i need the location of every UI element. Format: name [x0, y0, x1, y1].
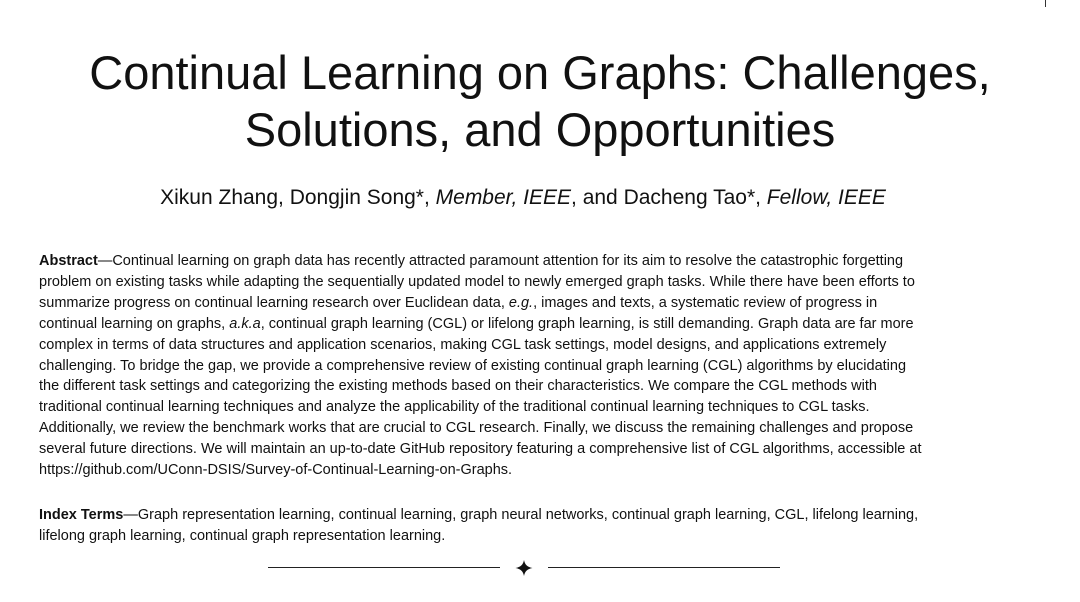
- abstract-line: [39, 251, 1014, 272]
- index-terms-line: [39, 505, 1014, 526]
- abstract-text: summarize progress on continual learning research over Euclidean data,: [39, 294, 509, 311]
- abstract-line: challenging. To bridge the gap, we provide a comprehensive review of existing continual graph learning (CGL) algorithms by elucidating: [39, 357, 907, 374]
- index-terms-line: lifelong graph learning, continual graph representation learning.: [39, 527, 446, 544]
- abstract-text: , continual graph learning (CGL) or lifelong graph learning, is still demanding. Graph data are far more: [260, 315, 914, 332]
- abstract-url-line: https://github.com/UConn-DSIS/Survey-of-Continual-Learning-on-Graphs.: [39, 462, 513, 479]
- section-divider: [268, 559, 780, 577]
- abstract-heading: Abstract: [39, 253, 98, 269]
- index-terms-text: —Graph representation learning, continual learning, graph neural networks, continual graph learning, CGL, lifelong learning,: [123, 507, 919, 523]
- abstract-line: [39, 293, 1014, 314]
- abstract-line: [39, 314, 1014, 335]
- abstract-italic-aka: a.k.a: [229, 315, 261, 332]
- paper-title-line-1: Continual Learning on Graphs: Challenges,: [89, 46, 991, 99]
- paper-title: [0, 44, 1080, 158]
- abstract-text: , images and texts, a systematic review of progress in: [533, 294, 878, 311]
- authors-names-1: Xikun Zhang, Dongjin Song*,: [160, 186, 436, 209]
- author-list: [0, 184, 1046, 212]
- abstract-line: Additionally, we review the benchmark works that are crucial to CGL research. Finally, we discuss the remaining challenges and propose: [39, 420, 914, 437]
- divider-rule-right: [548, 567, 780, 568]
- abstract-line: traditional continual learning techniques and analyze the applicability of the traditional continual learning techniques to CGL tasks.: [39, 399, 870, 416]
- abstract-line: problem on existing tasks while adapting the sequentially updated model to newly emerged graph tasks. While there have been efforts to: [39, 273, 915, 290]
- abstract-line: complex in terms of data structures and application scenarios, making CGL task settings, model designs, and applications extremely: [39, 336, 887, 353]
- abstract-line: the different task settings and categorizing the existing methods based on their characteristics. We compare the CGL methods with: [39, 378, 877, 395]
- page-corner-mark: [1045, 0, 1046, 7]
- authors-names-2: , and Dacheng Tao*,: [571, 186, 767, 209]
- four-point-star-icon: [514, 559, 534, 577]
- abstract-line: several future directions. We will maintain an up-to-date GitHub repository featuring a comprehensive list of CGL algorithms, accessible at: [39, 441, 922, 458]
- abstract-italic-eg: e.g.: [508, 294, 534, 311]
- abstract-text: continual learning on graphs,: [39, 315, 230, 332]
- abstract-text: —Continual learning on graph data has recently attracted paramount attention for its aim to resolve the catastrophic forgetting: [97, 253, 904, 269]
- author-role-fellow: Fellow, IEEE: [766, 186, 886, 209]
- index-terms-heading: Index Terms: [39, 507, 124, 523]
- divider-rule-left: [268, 567, 500, 568]
- index-terms: [39, 505, 1014, 547]
- author-role-member: Member, IEEE: [435, 186, 572, 209]
- abstract: [39, 251, 1014, 481]
- paper-title-line-2: Solutions, and Opportunities: [244, 103, 836, 156]
